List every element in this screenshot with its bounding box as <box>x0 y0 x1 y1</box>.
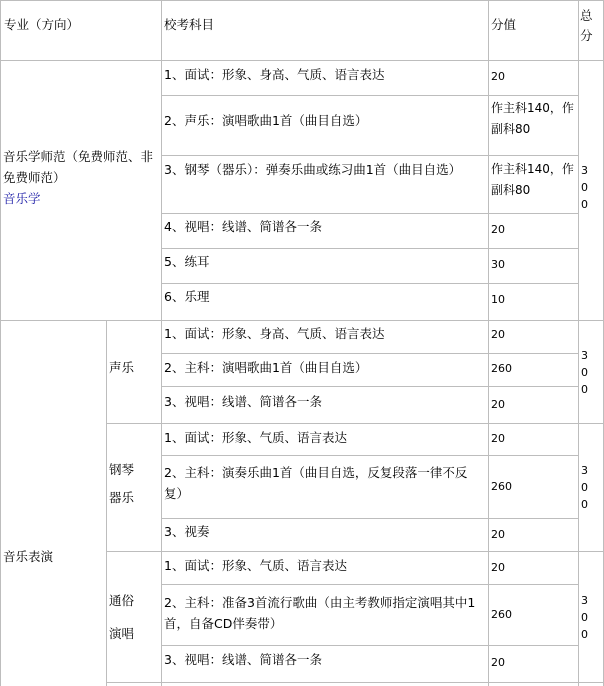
s2-group2-name: 钢琴器乐 <box>109 462 135 505</box>
s1-row6-subject: 6、乐理 <box>164 289 210 304</box>
s2g3-row2-score: 260 <box>491 608 512 621</box>
s2g3-row1-subject: 1、面试：形象、气质、语言表达 <box>164 558 347 573</box>
s2g2-row1-score: 20 <box>491 432 505 445</box>
s1-row2-subject: 2、声乐：演唱歌曲1首（曲目自选） <box>164 113 368 128</box>
s2g3-row3-score: 20 <box>491 656 505 669</box>
s2g1-row3-score: 20 <box>491 398 505 411</box>
s1-row3-score: 作主科140，作副科80 <box>491 162 574 197</box>
s1-row1-score: 20 <box>491 70 505 83</box>
section2-major: 音乐表演 <box>3 549 54 564</box>
s2g3-row3-subject: 3、视唱：线谱、简谱各一条 <box>164 652 322 667</box>
s1-row4-subject: 4、视唱：线谱、简谱各一条 <box>164 219 322 234</box>
s2-group3-name: 通俗演唱 <box>109 593 135 641</box>
section1-total: 300 <box>581 164 588 211</box>
s1-row4-score: 20 <box>491 223 505 236</box>
s1-row5-subject: 5、练耳 <box>164 254 210 269</box>
s2-group1-name: 声乐 <box>109 360 135 375</box>
section1-major-link[interactable]: 音乐学 <box>3 191 41 206</box>
s2g1-row1-subject: 1、面试：形象、身高、气质、语言表达 <box>164 326 385 341</box>
s2g3-row1-score: 20 <box>491 561 505 574</box>
section1-major-label: 音乐学师范（免费师范、非免费师范） <box>3 149 154 185</box>
header-score: 分值 <box>491 17 517 32</box>
s2g2-row3-subject: 3、视奏 <box>164 524 210 539</box>
s2g1-row1-score: 20 <box>491 328 505 341</box>
s2g2-row2-score: 260 <box>491 480 512 493</box>
s1-row2-score: 作主科140，作副科80 <box>491 101 574 136</box>
s2g2-row1-subject: 1、面试：形象、气质、语言表达 <box>164 430 347 445</box>
s2g1-row2-score: 260 <box>491 362 512 375</box>
s2g2-row2-subject: 2、主科：演奏乐曲1首（曲目自选，反复段落一律不反复） <box>164 465 468 501</box>
header-total: 总分 <box>580 8 593 43</box>
s2g1-row3-subject: 3、视唱：线谱、简谱各一条 <box>164 394 322 409</box>
section1-major <box>3 146 159 209</box>
header-major: 专业（方向） <box>4 17 80 32</box>
s2-group2-total: 300 <box>581 464 588 511</box>
s2-group1-total: 300 <box>581 349 588 396</box>
s2-group3-total: 300 <box>581 594 588 641</box>
s1-row3-subject: 3、钢琴（器乐）：弹奏乐曲或练习曲1首（曲目自选） <box>164 162 462 177</box>
s2g2-row3-score: 20 <box>491 528 505 541</box>
s1-row1-subject: 1、面试：形象、身高、气质、语言表达 <box>164 67 385 82</box>
s1-row5-score: 30 <box>491 258 505 271</box>
header-subjects: 校考科目 <box>164 17 215 32</box>
s1-row6-score: 10 <box>491 293 505 306</box>
s2g3-row2-subject: 2、主科：准备3首流行歌曲（由主考教师指定演唱其中1首，自备CD伴奏带） <box>164 595 476 631</box>
s2g1-row2-subject: 2、主科：演唱歌曲1首（曲目自选） <box>164 360 368 375</box>
